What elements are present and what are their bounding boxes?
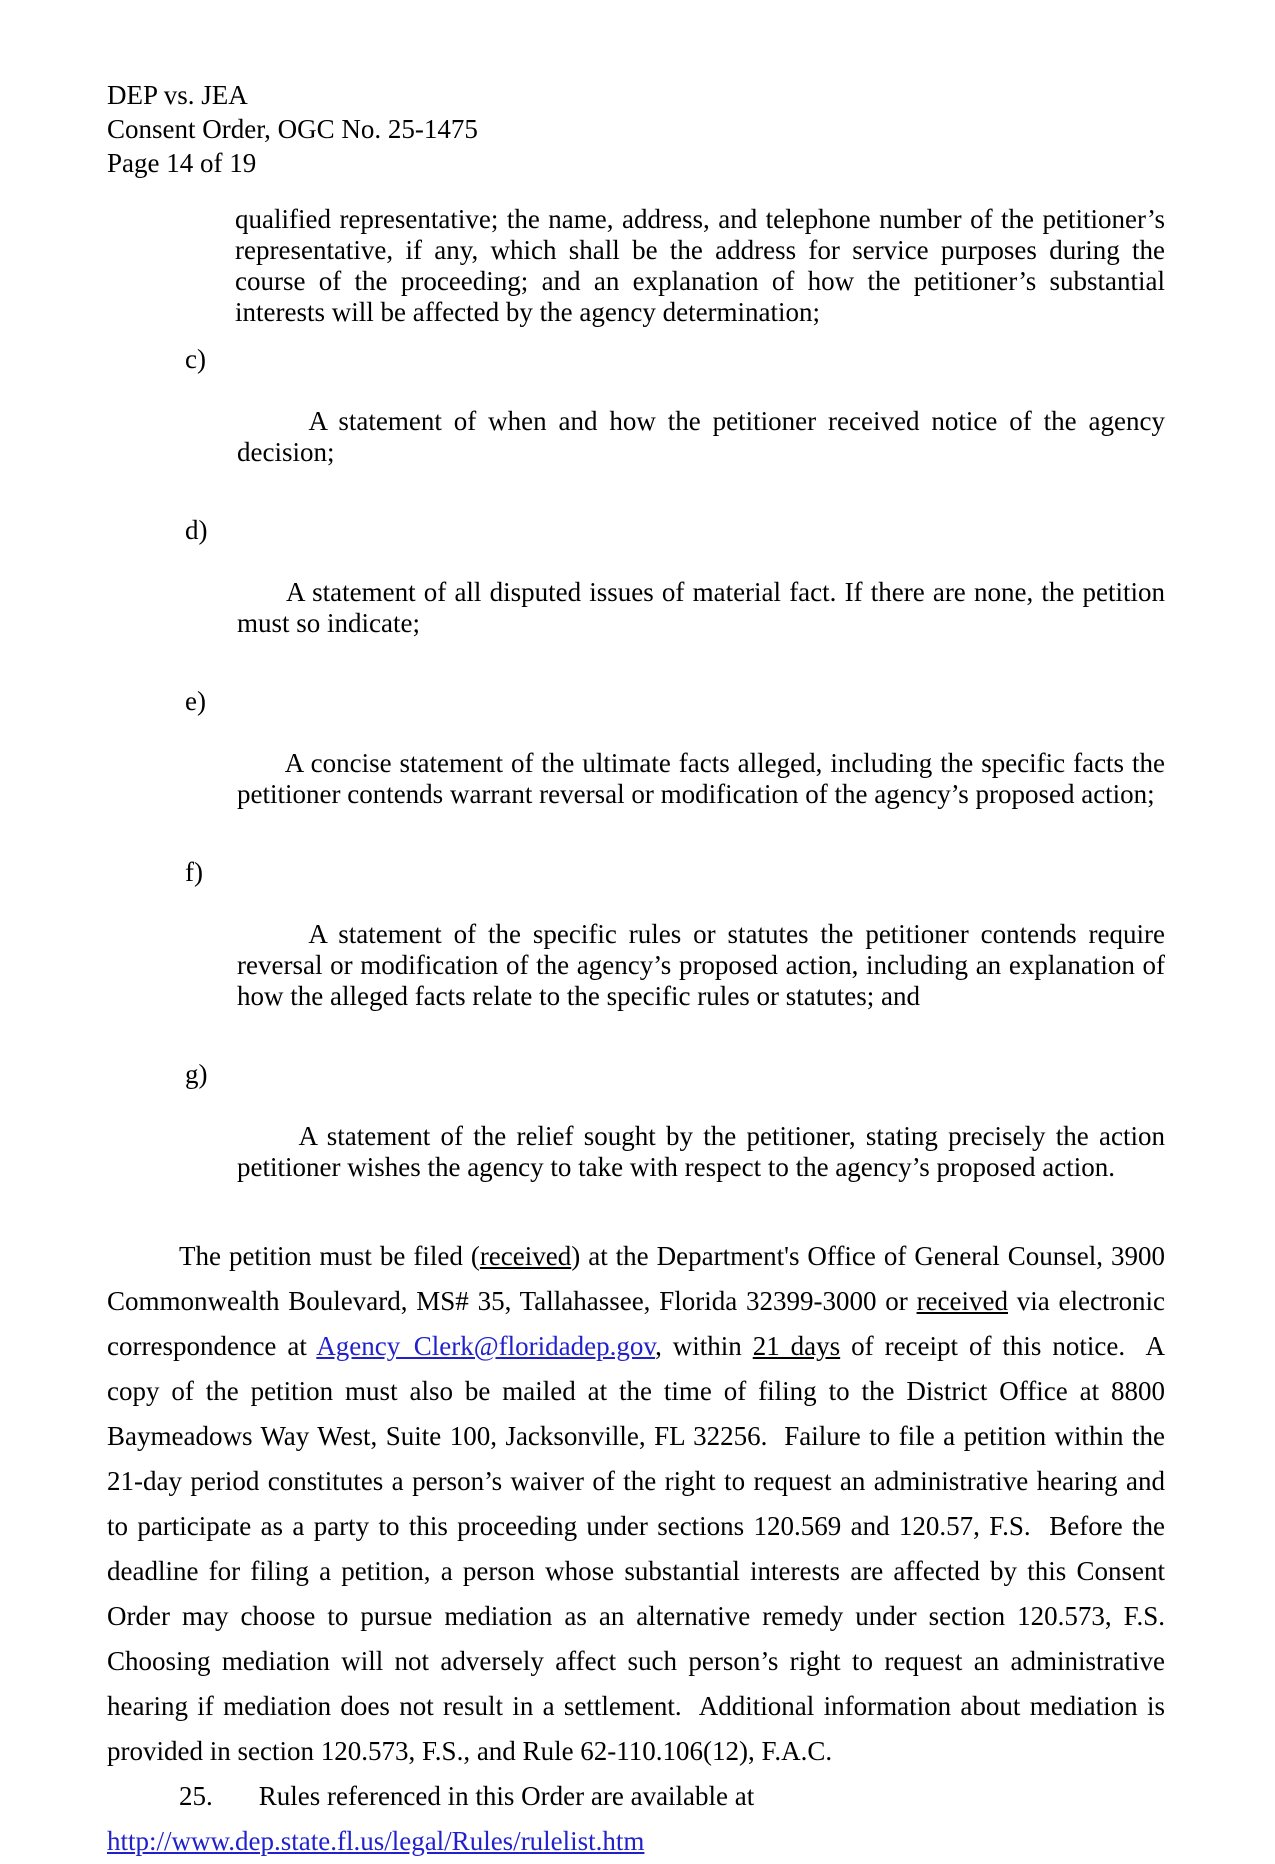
document-header [107, 78, 1165, 180]
list-item-e-letter: e) [185, 686, 206, 716]
header-order-line: Consent Order, OGC No. 25-1475 [107, 114, 478, 144]
list-item-c-letter: c) [185, 344, 206, 374]
paragraph-25-text: Rules referenced in this Order are available at [258, 1781, 755, 1811]
received-underlined: received [916, 1286, 1008, 1316]
paragraph-text: of receipt of this notice. A copy of the petition must also be mailed at the time of filing to the District Office at 8800 Baymeadows Way West, Suite 100, Jacksonville, FL 32256. Failure to file a petition within the 21-day period constitutes a person’s waiver of the right to request an administrative hearing and to participate as a party to this proceeding under sections 120.569 and 120.57, F.S. Before the deadline for filing a petition, a person whose substantial interests are affected by this Consent Order may choose to pursue mediation as an alternative remedy under section 120.573, F.S. Choosing mediation will not adversely affect such person’s right to request an administrative hearing if mediation does not result in a settlement. Additional information about mediation is provided in section 120.573, F.S., and Rule 62-110.106(12), F.A.C. [107, 1331, 1179, 1766]
list-item-g-letter: g) [185, 1059, 208, 1089]
list-item-d [107, 515, 1172, 670]
paragraph-text: ) at the Department's Office of General Counsel, 3900 Commonwealth Boulevard, MS# 35, Tallahassee, Florida 32399-3000 or [107, 1241, 1172, 1316]
list-item-d-letter: d) [185, 515, 208, 545]
rules-url-link[interactable]: http://www.dep.state.fl.us/legal/Rules/rulelist.htm [107, 1826, 645, 1856]
list-item-f-text: A statement of the specific rules or statutes the petitioner contends require reversal or modification of the agency’s proposed action, including an explanation of how the alleged facts relate to the specific rules or statutes; and [237, 919, 1172, 1011]
lettered-list [107, 344, 1172, 1214]
list-item-d-text: A statement of all disputed issues of material fact. If there are none, the petition must so indicate; [237, 577, 1172, 638]
list-item-f-letter: f) [185, 857, 203, 887]
list-item-e-text: A concise statement of the ultimate facts alleged, including the specific facts the petitioner contends warrant reversal or modification of the agency’s proposed action; [237, 748, 1172, 809]
continuation-paragraph: qualified representative; the name, address, and telephone number of the petitioner’s representative, if any, which shall be the address for service purposes during the course of the proceeding; and an explanation of how the petitioner’s substantial interests will be affected by the agency determination; [235, 204, 1172, 327]
header-case-line: DEP vs. JEA [107, 80, 248, 110]
header-page-line: Page 14 of 19 [107, 148, 257, 178]
deadline-21-days-underlined: 21 days [752, 1331, 841, 1361]
list-item-g-text: A statement of the relief sought by the petitioner, stating precisely the action petitioner wishes the agency to take with respect to the agency’s proposed action. [237, 1121, 1172, 1182]
paragraph-text: , within [655, 1331, 753, 1361]
list-item-g [107, 1059, 1172, 1214]
list-item-c-text: A statement of when and how the petitioner received notice of the agency decision; [237, 406, 1172, 467]
paragraph-25-number: 25. [179, 1781, 213, 1811]
list-item-c [107, 344, 1172, 499]
petition-filing-paragraph [107, 1234, 1179, 1774]
received-underlined: received [479, 1241, 572, 1271]
paragraph-25 [107, 1774, 1165, 1819]
paragraph-text: The petition must be filed ( [179, 1241, 480, 1271]
paragraph-text: via electronic correspondence at [107, 1286, 1172, 1361]
list-item-f [107, 857, 1172, 1043]
agency-clerk-email-link[interactable]: Agency_Clerk@floridadep.gov [316, 1331, 656, 1361]
rules-url-line [107, 1819, 1165, 1864]
list-item-e [107, 686, 1172, 841]
